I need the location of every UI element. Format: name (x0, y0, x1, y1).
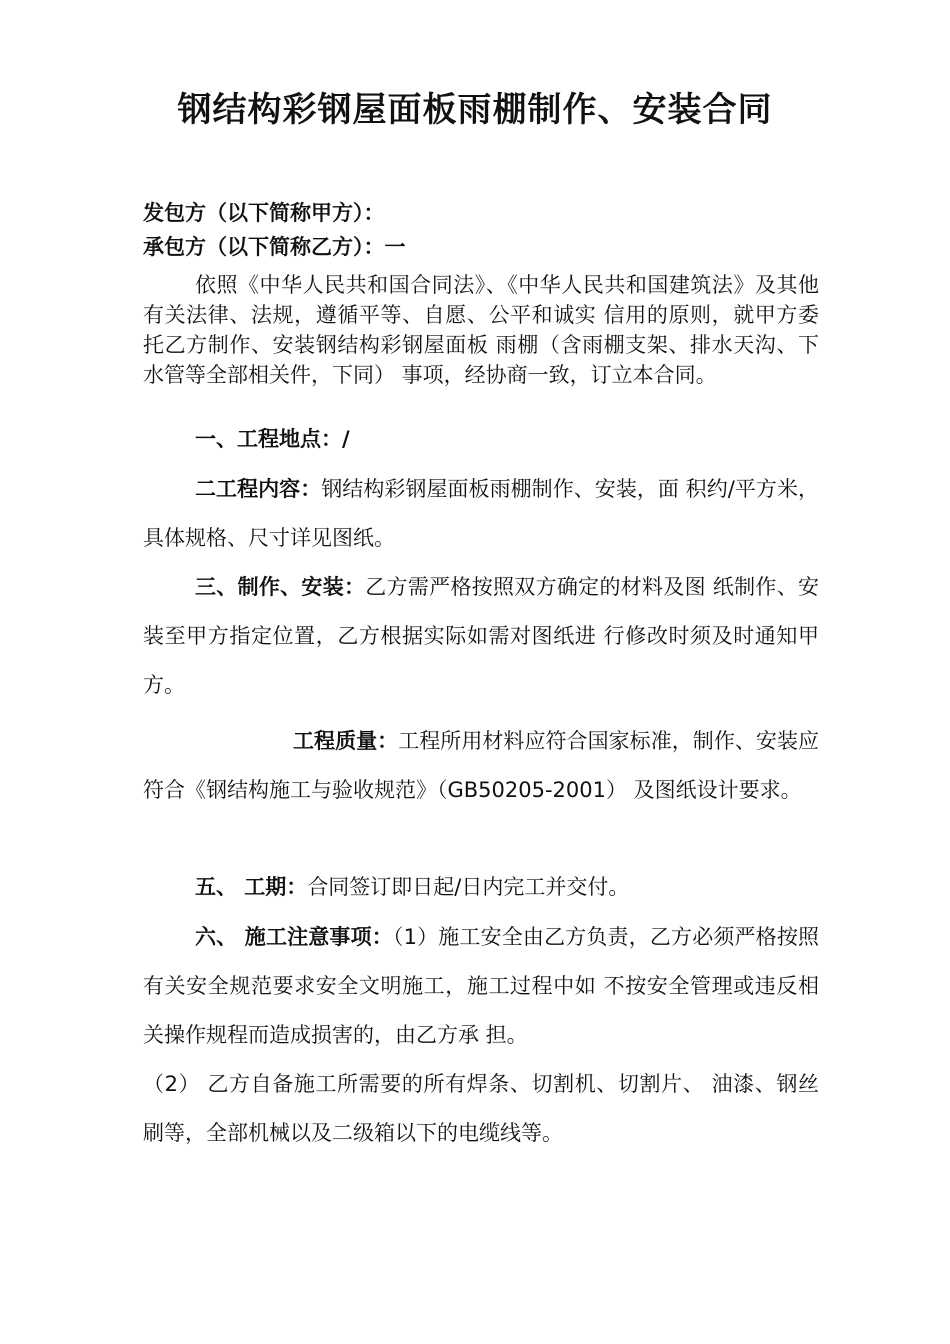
contractor-line: 承包方（以下简称乙方）：一 (143, 235, 406, 259)
section-schedule-body: 合同签订即日起/日内完工并交付。 (307, 875, 630, 899)
section-fabrication-body: 乙方需严格按照双方确定的材料及图 纸制作、安装至甲方指定位置，乙方根据实际如需对图纸进 行修改时须及时通知甲方。 (143, 575, 819, 697)
section-content-heading: 二工程内容： (195, 477, 322, 501)
section-location (143, 415, 819, 464)
section-quality (143, 717, 819, 815)
section-fabrication-heading: 三、制作、安装： (195, 575, 366, 599)
employer-line: 发包方（以下简称甲方）： (143, 201, 385, 225)
section-notes-item-2: （2） 乙方自备施工所需要的所有焊条、切割机、切割片、 油漆、钢丝刷等，全部机械以及二级箱以下的电缆线等。 (143, 1072, 819, 1145)
section-content-body: 钢结构彩钢屋面板雨棚制作、安装，面 积约/平方米，具体规格、尺寸详见图纸。 (143, 477, 819, 550)
section-notes-heading: 六、 施工注意事项： (195, 925, 393, 949)
section-notes-item-1: （1）施工安全由乙方负责，乙方必须严格按照有关安全规范要求安全文明施工，施工过程中如 不按安全管理或违反相关操作规程而造成损害的，由乙方承 担。 (143, 925, 819, 1047)
section-notes (143, 913, 819, 1060)
contract-title: 钢结构彩钢屋面板雨棚制作、安装合同 (177, 90, 773, 130)
intro-paragraph: 依照《中华人民共和国合同法》、《中华人民共和国建筑法》及其他有关法律、法规，遵循平等、自愿、公平和诚实 信用的原则，就甲方委托乙方制作、安装钢结构彩钢屋面板 雨棚（含雨棚支架、排水天沟、下水管等全部相关件，下同） 事项，经协商一致，订立本合同。 (143, 273, 819, 387)
section-schedule-heading: 五、 工期： (195, 875, 308, 899)
section-quality-heading: 工程质量： (293, 729, 399, 753)
section-content (143, 465, 819, 563)
section-quality-body: 工程所用材料应符合国家标准，制作、安装应符合《钢结构施工与验收规范》（GB50205-2001） 及图纸设计要求。 (143, 729, 820, 802)
section-schedule (143, 863, 819, 912)
section-fabrication (143, 563, 819, 710)
section-location-heading: 一、工程地点：/ (195, 427, 350, 451)
